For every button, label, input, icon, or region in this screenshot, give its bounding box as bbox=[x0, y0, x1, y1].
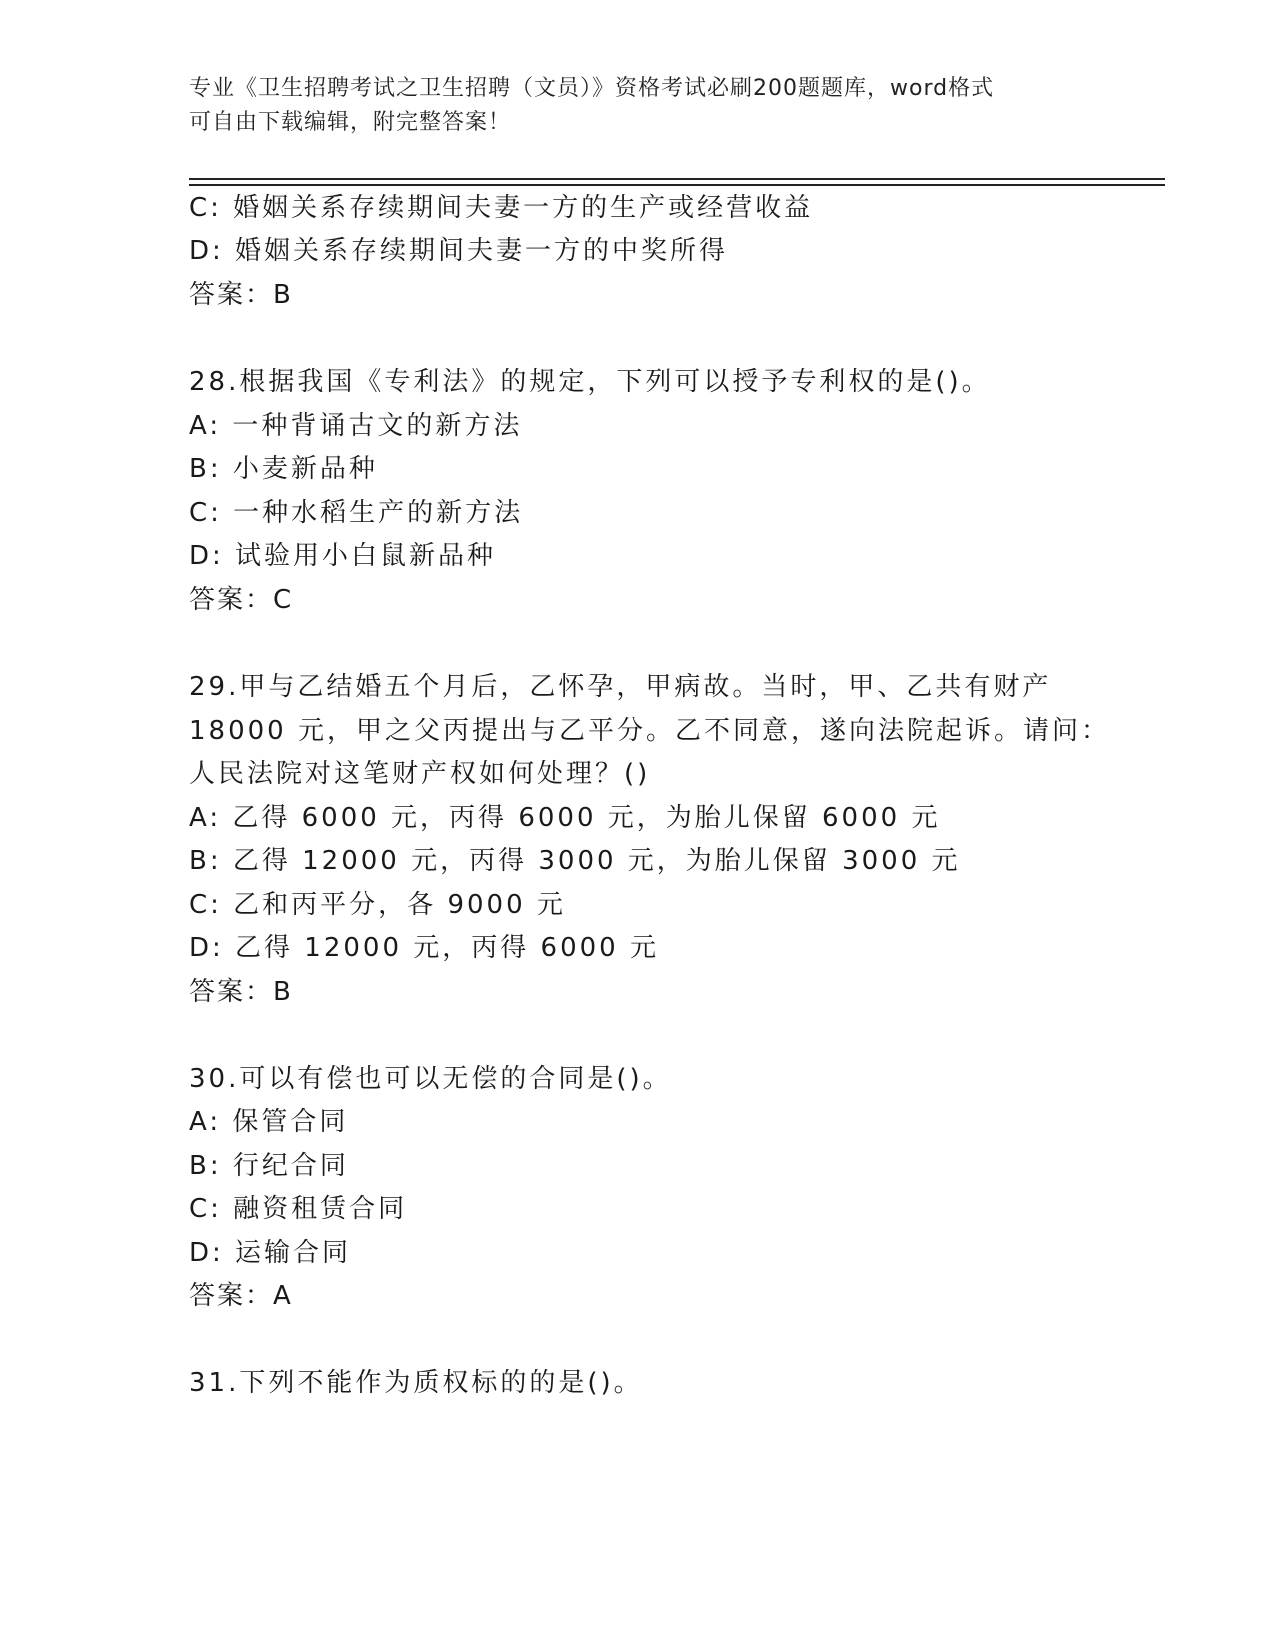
option-d: D: 试验用小白鼠新品种 bbox=[189, 541, 497, 571]
header-line-1: 专业《卫生招聘考试之卫生招聘（文员）》资格考试必刷200题题库，word格式 bbox=[189, 76, 995, 101]
answer-line: 答案：C bbox=[189, 585, 294, 615]
option-d: D: 运输合同 bbox=[189, 1238, 352, 1268]
document-header bbox=[189, 72, 1079, 140]
question-stem-continued: 18000 元，甲之父丙提出与乙平分。乙不同意，遂向法院起诉。请问： bbox=[189, 716, 1110, 746]
option-a: A: 保管合同 bbox=[189, 1107, 349, 1137]
option-b: B: 小麦新品种 bbox=[189, 454, 378, 484]
option-c: C: 一种水稻生产的新方法 bbox=[189, 498, 524, 528]
header-line-2: 可自由下载编辑，附完整答案！ bbox=[189, 110, 512, 135]
option-c: C: 婚姻关系存续期间夫妻一方的生产或经营收益 bbox=[189, 193, 814, 223]
option-d: D: 乙得 12000 元，丙得 6000 元 bbox=[189, 933, 659, 963]
question-stem: 30.可以有偿也可以无偿的合同是()。 bbox=[189, 1064, 672, 1094]
option-b: B: 行纪合同 bbox=[189, 1151, 349, 1181]
answer-line: 答案：B bbox=[189, 280, 293, 310]
answer-line: 答案：A bbox=[189, 1281, 293, 1311]
answer-line: 答案：B bbox=[189, 977, 293, 1007]
header-divider-bottom bbox=[189, 184, 1165, 186]
option-b: B: 乙得 12000 元，丙得 3000 元，为胎儿保留 3000 元 bbox=[189, 846, 961, 876]
option-c: C: 融资租赁合同 bbox=[189, 1194, 408, 1224]
header-divider-top bbox=[189, 178, 1165, 180]
option-a: A: 乙得 6000 元，丙得 6000 元，为胎儿保留 6000 元 bbox=[189, 803, 941, 833]
option-d: D: 婚姻关系存续期间夫妻一方的中奖所得 bbox=[189, 236, 729, 266]
option-c: C: 乙和丙平分，各 9000 元 bbox=[189, 890, 566, 920]
question-stem: 28.根据我国《专利法》的规定，下列可以授予专利权的是()。 bbox=[189, 367, 991, 397]
question-stem-continued: 人民法院对这笔财产权如何处理？() bbox=[189, 759, 651, 789]
question-stem: 31.下列不能作为质权标的的是()。 bbox=[189, 1368, 643, 1398]
option-a: A: 一种背诵古文的新方法 bbox=[189, 411, 523, 441]
question-stem: 29.甲与乙结婚五个月后，乙怀孕，甲病故。当时，甲、乙共有财产 bbox=[189, 672, 1052, 702]
